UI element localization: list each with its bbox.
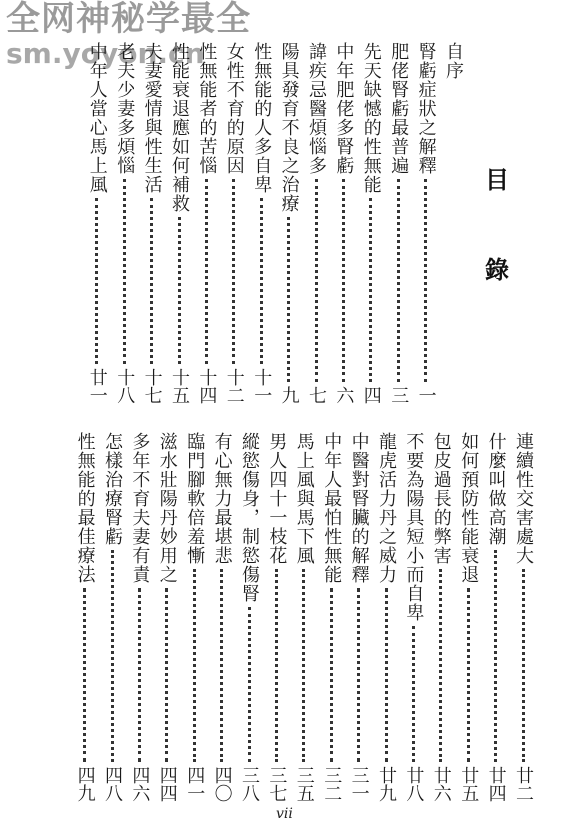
toc-entry-title: 先天缺憾的性無能: [360, 42, 382, 194]
toc-entry-title: 怎樣治療腎虧: [102, 432, 123, 546]
toc-entry: [442, 42, 464, 404]
toc-entry-title: 什麼叫做高潮: [485, 432, 507, 546]
toc-entry: [332, 42, 354, 404]
toc-entry-title: 中年人最怕性無能: [321, 432, 343, 584]
toc-entry-page: 廿五: [458, 766, 480, 802]
toc-leader-dots: [424, 179, 427, 382]
toc-entry-page: 十五: [169, 368, 190, 404]
toc-entry-title: 中年人當心馬上風: [86, 42, 108, 194]
toc-leader-dots: [83, 588, 86, 762]
toc-entry-page: 三八: [239, 766, 260, 802]
toc-entry-page: 四六: [129, 766, 151, 802]
toc-entry-page: 三五: [293, 766, 315, 802]
toc-leader-dots: [220, 569, 223, 762]
toc-entry-title: 龍虎活力丹之威力: [376, 432, 397, 584]
toc-entry: [278, 42, 300, 404]
toc-entry-page: 三一: [348, 766, 370, 802]
toc-leader-dots: [385, 588, 388, 762]
toc-leader-dots: [123, 179, 126, 364]
toc-leader-dots: [260, 198, 263, 364]
toc-leader-dots: [357, 588, 360, 762]
toc-entry-title: 自序: [443, 42, 464, 80]
toc-entry: [402, 432, 424, 802]
toc-leader-dots: [397, 179, 400, 382]
toc-entry-title: 臨門腳軟倍羞慚: [184, 432, 206, 565]
toc-leader-dots: [287, 217, 290, 382]
toc-entry: [457, 432, 479, 802]
toc-entry-title: 性能衰退應如何補救: [169, 42, 190, 213]
toc-entry-page: 十八: [114, 368, 136, 404]
toc-entry-page: 四九: [74, 766, 96, 802]
toc-entry: [348, 432, 370, 802]
watermark-url: sm.yoyon.cn: [6, 37, 205, 70]
toc-entry-page: 九: [278, 386, 300, 404]
toc-leader-dots: [369, 198, 372, 382]
toc-entry-title: 馬上風與馬下風: [293, 432, 315, 565]
toc-leader-dots: [111, 550, 114, 762]
toc-entry: [293, 432, 315, 802]
toc-entry: [485, 432, 507, 802]
watermark-text: 全网神秘学最全: [6, 0, 251, 39]
toc-title-char-1: 目: [485, 165, 509, 194]
toc-entry: [113, 42, 135, 404]
toc-entry-title: 男人四十一枝花: [266, 432, 288, 565]
toc-leader-dots: [193, 569, 196, 762]
toc-entry-title: 包皮過長的弊害: [430, 432, 452, 565]
toc-entry-page: 六: [333, 386, 355, 404]
toc-entry-page: 三二: [321, 766, 343, 802]
toc-entry: [86, 42, 108, 404]
page-folio: vii: [276, 806, 293, 822]
toc-leader-dots: [315, 179, 318, 382]
toc-entry-title: 諱疾忌醫煩惱多: [306, 42, 327, 175]
toc-entry: [512, 432, 534, 802]
toc-entry-title: 如何預防性能衰退: [458, 432, 480, 584]
toc-entry-title: 夫妻愛情與性生活: [141, 42, 163, 194]
toc-entry-title: 陽具發育不良之治療: [278, 42, 300, 213]
toc-entry-page: 十四: [196, 368, 218, 404]
toc-entry-page: 四〇: [211, 766, 233, 802]
toc-entry-page: 十一: [251, 368, 273, 404]
toc-entry-page: 四一: [184, 766, 206, 802]
toc-leader-dots: [330, 588, 333, 762]
toc-entry: [415, 42, 437, 404]
toc-entry-page: 廿二: [513, 766, 534, 802]
toc-entry-page: 十二: [223, 368, 245, 404]
toc-entry: [238, 432, 260, 802]
toc-entry-title: 滋水壯陽丹妙用之: [156, 432, 178, 584]
toc-entry-page: 三七: [266, 766, 288, 802]
toc-leader-dots: [342, 179, 345, 382]
toc-entry-page: 廿九: [376, 766, 397, 802]
toc-leader-dots: [232, 179, 235, 364]
toc-entry-title: 腎虧症狀之解釋: [415, 42, 437, 175]
toc-entry-title: 多年不育夫妻有責: [129, 432, 151, 584]
toc-leader-dots: [150, 198, 153, 364]
toc-leader-dots: [165, 588, 168, 762]
toc-leader-dots: [138, 588, 141, 762]
toc-leader-dots: [439, 569, 442, 762]
toc-entry: [387, 42, 409, 404]
toc-entry: [375, 432, 397, 802]
toc-entry: [430, 432, 452, 802]
toc-entry-title: 老夫少妻多煩惱: [114, 42, 136, 175]
toc-entry-title: 有心無力最堪悲: [211, 432, 233, 565]
toc-entry-page: 廿六: [430, 766, 452, 802]
toc-entry-title: 性無能者的苦惱: [196, 42, 218, 175]
toc-entry: [250, 42, 272, 404]
toc-entry-page: 四四: [156, 766, 178, 802]
toc-entry-title: 肥佬腎虧最普遍: [388, 42, 410, 175]
toc-entry-page: 四: [360, 386, 382, 404]
toc-entry-title: 性無能的最佳療法: [74, 432, 96, 584]
toc-leader-dots: [275, 569, 278, 762]
toc-entry: [195, 42, 217, 404]
toc-entry: [360, 42, 382, 404]
toc-leader-dots: [412, 626, 415, 762]
toc-entry-page: 十七: [141, 368, 163, 404]
toc-entry-page: 廿八: [403, 766, 425, 802]
toc-entry: [74, 432, 96, 802]
toc-entry-page: 四八: [102, 766, 123, 802]
toc-entry: [211, 432, 233, 802]
toc-entry-page: 廿一: [86, 368, 108, 404]
toc-entry-title: 不要為陽具短小而自卑: [403, 432, 425, 622]
toc-entry-title: 縱慾傷身，制慾傷腎: [239, 432, 260, 603]
toc-entry: [156, 432, 178, 802]
toc-entry: [168, 42, 190, 404]
toc-entry: [223, 42, 245, 404]
toc-entry-page: 一: [415, 386, 437, 404]
toc-entry: [305, 42, 327, 404]
toc-leader-dots: [205, 179, 208, 364]
toc-leader-dots: [302, 569, 305, 762]
toc-entry-title: 連續性交害處大: [513, 432, 534, 565]
toc-entry: [320, 432, 342, 802]
toc-leader-dots: [494, 550, 497, 762]
toc-entry-page: 七: [306, 386, 327, 404]
toc-entry-page: 三: [388, 386, 410, 404]
toc-leader-dots: [522, 569, 525, 762]
toc-entry: [265, 432, 287, 802]
toc-entry-title: 女性不育的原因: [223, 42, 245, 175]
toc-leader-dots: [467, 588, 470, 762]
toc-leader-dots: [95, 198, 98, 364]
toc-entry: [128, 432, 150, 802]
toc-leader-dots: [178, 217, 181, 364]
toc-entry-page: 廿四: [485, 766, 507, 802]
toc-entry-title: 中醫對腎臟的解釋: [348, 432, 370, 584]
toc-entry: [141, 42, 163, 404]
toc-leader-dots: [248, 607, 251, 762]
toc-entry: [183, 432, 205, 802]
toc-entry: [101, 432, 123, 802]
toc-entry-title: 中年肥佬多腎虧: [333, 42, 355, 175]
toc-entry-title: 性無能的人多自卑: [251, 42, 273, 194]
toc-title-char-2: 錄: [485, 255, 509, 284]
